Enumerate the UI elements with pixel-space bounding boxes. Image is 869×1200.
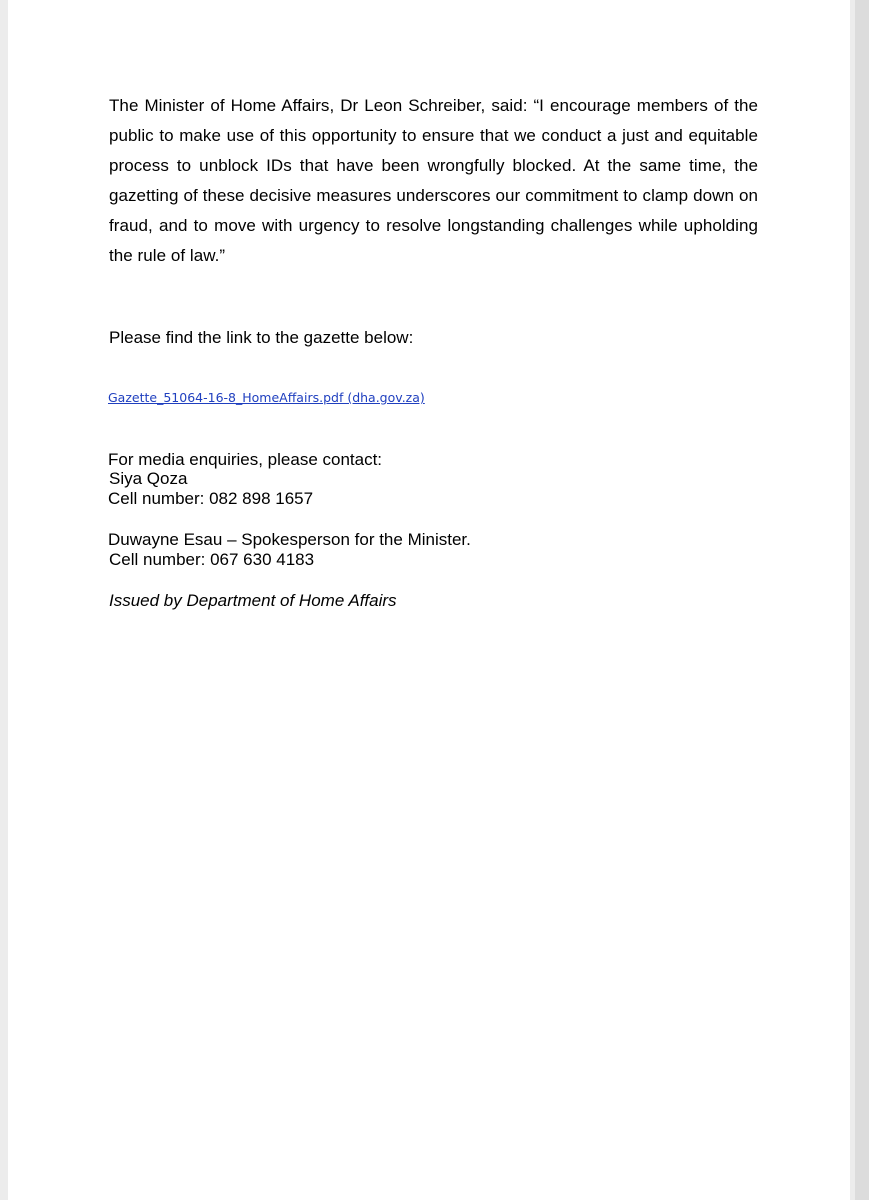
viewer-left-edge	[0, 0, 8, 1200]
contact-2-name: Duwayne Esau – Spokesperson for the Minister.	[108, 530, 471, 549]
gazette-link-intro: Please find the link to the gazette below:	[109, 328, 414, 347]
gazette-pdf-link[interactable]: Gazette_51064-16-8_HomeAffairs.pdf (dha.gov.za)	[108, 390, 425, 405]
contact-1-cell: Cell number: 082 898 1657	[108, 489, 314, 508]
vertical-scrollbar[interactable]	[855, 0, 869, 1200]
contact-1-name: Siya Qoza	[109, 469, 188, 488]
issued-by-line: Issued by Department of Home Affairs	[109, 591, 397, 610]
minister-quote-paragraph: The Minister of Home Affairs, Dr Leon Schreiber, said: “I encourage members of the public to make use of this opportunity to ensure that we conduct a just and equitable process to unblock IDs that have been wrongfully blocked. At the same time, the gazetting of these decisive measures underscores our commitment to clamp down on fraud, and to move with urgency to resolve longstanding challenges while upholding the rule of law.”	[109, 96, 758, 265]
media-enquiries-heading: For media enquiries, please contact:	[108, 450, 383, 469]
contact-2-cell: Cell number: 067 630 4183	[109, 550, 315, 569]
document-page	[8, 0, 850, 1200]
